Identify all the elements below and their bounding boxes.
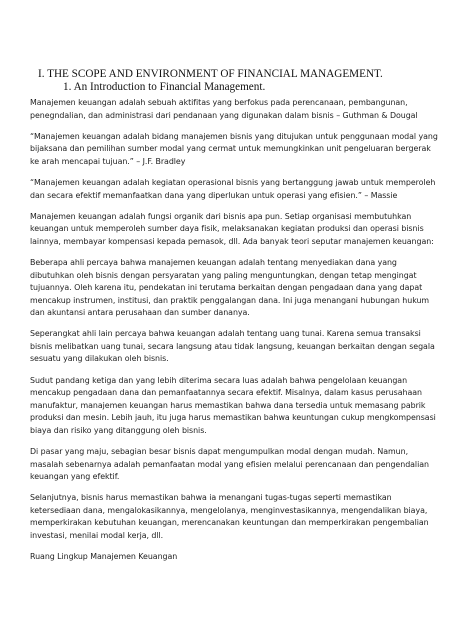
paragraph-scope-title: Ruang Lingkup Manajemen Keuangan xyxy=(30,552,178,562)
section-heading: I. THE SCOPE AND ENVIRONMENT OF FINANCIAL MANAGEMENT. xyxy=(38,68,383,80)
paragraph-organic-function: Manajemen keuangan adalah fungsi organik dari bisnis apa pun. Setiap organisasi membutuhkan keuangan untuk memperoleh sumber daya fisik, melaksanakan kegiatan produksi dan operasi bisnis lainnya, membayar kompensasi kepada pemasok, dll. Ada banyak teori seputar manajemen keuangan: xyxy=(30,211,434,246)
paragraph-theory-cash: Seperangkat ahli lain percaya bahwa keuangan adalah tentang uang tunai. Karena semua transaksi bisnis melibatkan uang tunai, secara langsung atau tidak langsung, keuangan berkaitan dengan segala sesuatu yang dilakukan oleh bisnis. xyxy=(30,329,435,364)
subsection-heading: 1. An Introduction to Financial Management. xyxy=(63,81,266,93)
paragraph-theory-funds: Beberapa ahli percaya bahwa manajemen keuangan adalah tentang menyediakan dana yang dibutuhkan oleh bisnis dengan persyaratan yang paling menguntungkan, dengan tetap mengingat tujuannya. Oleh karena itu, pendekatan ini terutama berkaitan dengan pengadaan dana yang dapat mencakup instrumen, institusi, dan praktik penggalangan dana. Ini juga menangani hubungan hukum dan akuntansi antara perusahaan dan sumber dananya. xyxy=(30,258,430,318)
paragraph-quote-bradley: “Manajemen keuangan adalah bidang manajemen bisnis yang ditujukan untuk penggunaan modal yang bijaksana dan pemilihan sumber modal yang cermat untuk memungkinkan unit pengeluaran bergerak ke arah mencapai tujuan.” – J.F. Bradley xyxy=(30,131,438,166)
paragraph-definition-guthman: Manajemen keuangan adalah sebuah aktifitas yang berfokus pada perencanaan, pembangunan, penegndalian, dan administrasi dari pendanaan yang digunakan dalam bisnis – Guthman & Dougal xyxy=(30,98,418,120)
paragraph-quote-massie: “Manajemen keuangan adalah kegiatan operasional bisnis yang bertanggung jawab untuk memperoleh dan secara efektif memanfaatkan dana yang diperlukan untuk operasi yang efisien.” – Massie xyxy=(30,178,436,200)
paragraph-developed-market: Di pasar yang maju, sebagian besar bisnis dapat mengumpulkan modal dengan mudah. Namun, masalah sebenarnya adalah pemanfaatan modal yang efisien melalui perencanaan dan pengendalian keuangan yang efektif. xyxy=(30,447,429,482)
paragraph-theory-third: Sudut pandang ketiga dan yang lebih diterima secara luas adalah bahwa pengelolaan keuangan mencakup pengadaan dana dan pemanfaatannya secara efektif. Misalnya, dalam kasus perusahaan manufaktur, manajemen keuangan harus memastikan bahwa dana tersedia untuk memasang pabrik produksi dan mesin. Lebih jauh, itu juga harus memastikan bahwa keuntungan cukup mengkompensasi biaya dan risiko yang ditanggung oleh bisnis. xyxy=(30,375,436,435)
paragraph-tasks: Selanjutnya, bisnis harus memastikan bahwa ia menangani tugas-tugas seperti memastikan ketersediaan dana, mengalokasikannya, mengelolanya, menginvestasikannya, mengendalikan biaya, memperkirakan kebutuhan keuangan, merencanakan keuntungan dan memperkirakan pengembalian investasi, menilai modal kerja, dll. xyxy=(30,493,429,540)
